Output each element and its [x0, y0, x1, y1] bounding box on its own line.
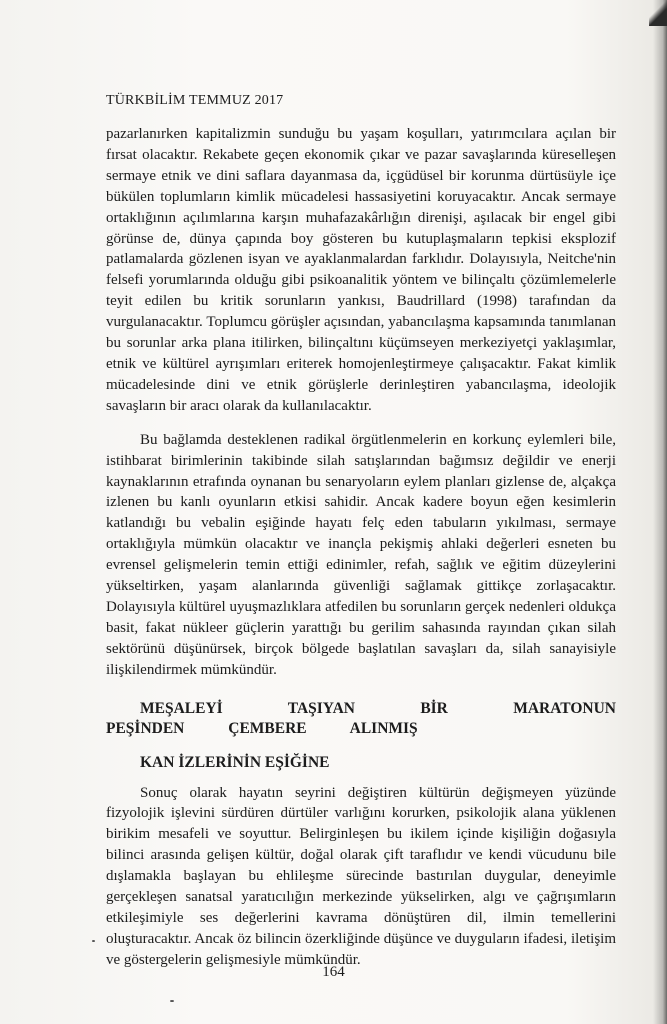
- section-heading-line-1: MEŞALEYİ TAŞIYAN BİR MARATONUN PEŞİNDEN ÇEMBERE ALINMIŞ: [106, 699, 616, 737]
- scan-speck: [92, 940, 95, 942]
- paragraph-1: pazarlanırken kapitalizmin sunduğu bu yaşam koşulları, yatırımcılara açılan bir fırsat olacaktır. Rekabete geçen ekonomik çıkar ve pazar savaşlarında küreselleşen sermaye etnik ve dini saflara dayanmasa da, içgüdüsel bir korunma dürtüsüyle içe bükülen toplumların kimlik mücadelesi hassasiyetini koruyacaktır. Ancak sermaye ortaklığının açılımlarına karşın muhafazakârlığın direnişi, aşılacak bir engel gibi görünse de, dünya çapında boy gösteren bu kutuplaşmaların tepkisi eksplozif patlamalarda gözlenen isyan ve ayaklanmalardan farklıdır. Dolayısıyla, Neitche'nin felsefi yorumlarında olduğu gibi psikoanalitik yöntem ve bilinçaltı çözümlemelerle teyit edilen bu kritik sorunların yankısı, Baudrillard (1998) tarafından da vurgulanacaktır. Toplumcu görüşler açısından, yabancılaşma kapsamında tanımlanan bu sorunlar arka plana itilirken, bilinçaltını küçümseyen merkeziyetçi yaklaşımlar, etnik ve kültürel ayrışımları eriterek homojenleştirmeye çalışacaktır. Fakat kimlik mücadelesinde dini ve etnik görüşlerle derinleştiren yabancılaşma, ideolojik savaşların bir aracı olarak da kullanılacaktır.: [106, 126, 616, 414]
- page-corner-mark: [649, 0, 667, 26]
- page-number: 164: [322, 964, 345, 980]
- paragraph-2: Bu bağlamda desteklenen radikal örgütlenmelerin en korkunç eylemleri bile, istihbarat birimlerinin takibinde silah satışlarından bağımsız değildir ve enerji kaynaklarının etrafında oynanan bu senaryoların eylem planları gizlense de, alçakça izlenen bu kanlı oyunların etkisi sahidir. Ancak kadere boyun eğen kesimlerin katlandığı bu vebalin eşiğinde hayatı felç eden tabuların yıkılması, sermaye ortaklığıyla mümkün olacaktır ve inançla pekişmiş ahlaki değerleri esneten bu evrensel gelişmelerin temin ettiği edinimler, refah, sağlık ve eğitim düzeylerini yükseltirken, yaşam alanlarında güvenliği sağlamak gittikçe zorlaşacaktır. Dolayısıyla kültürel uyuşmazlıklara atfedilen bu sorunların gerçek nedenleri oldukça basit, fakat nükleer güçlerin yarattığı bu gerilim sahasında rayından çıkan silah sektörünü düşünürsek, birçok bölgede başlatılan savaşları da, silah sanayisiyle ilişkilendirmek mümkündür.: [106, 431, 616, 678]
- page-edge-shadow: [653, 0, 667, 1024]
- paragraph-3: Sonuç olarak hayatın seyrini değiştiren kültürün değişmeyen yüzünde fizyolojik işlevini sürdüren dürtüler varlığını korurken, psikolojik alana yüklenen birikim mesafeli ve soyuttur. Belirginleşen bu ikilem içinde kişiliğin doğasıyla bilinci arasında gelişen kültür, doğal olarak çift taraflıdır ve kendi vücudunu bile dışlamakla başlayan bu ehlileşme sürecinde bastırılan duygular, deneyimle gerçekleşen sanatsal yaratıcılığın merkezinde yükselirken, algı ve çağrışımların etkileşimiyle ses değerlerini kavrama dönüştüren dil, ilmin temellerini oluşturacaktır. Ancak öz bilincin özerkliğinde düşünce ve duyguların ifadesi, iletişim ve göstergelerin gelişmesiyle mümkündür.: [106, 784, 616, 968]
- section-heading-line-2: KAN İZLERİNİN EŞİĞİNE: [140, 753, 330, 771]
- scan-speck: [170, 1000, 174, 1002]
- page-body: [106, 124, 616, 971]
- running-head: TÜRKBİLİM TEMMUZ 2017: [106, 93, 284, 108]
